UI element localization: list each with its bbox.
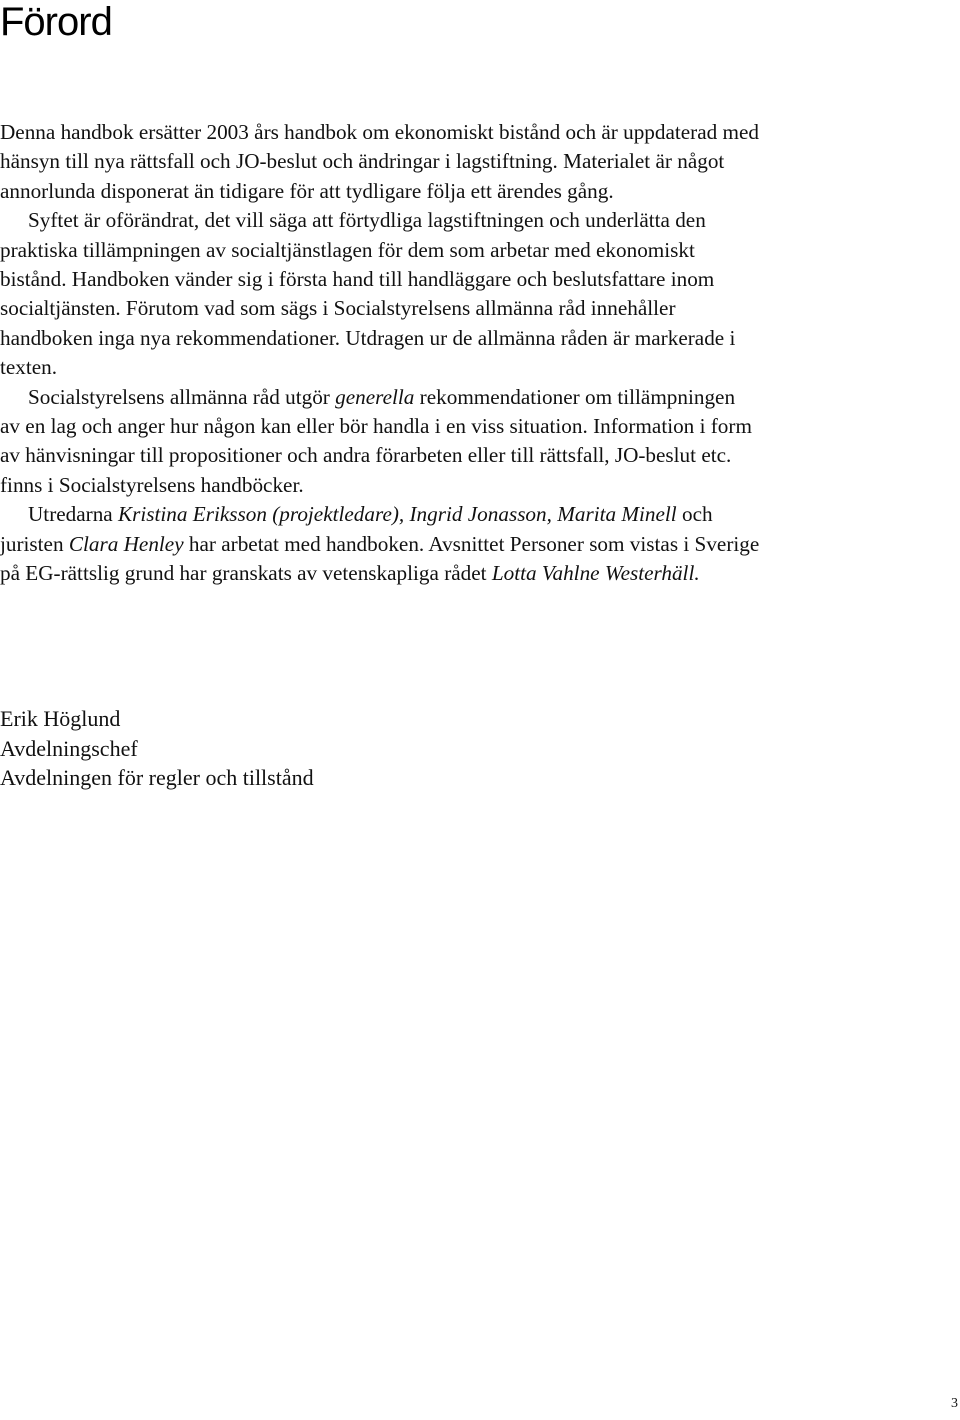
paragraph-purpose: Syftet är oförändrat, det vill säga att förtydliga lagstiftningen och underlätta den praktiska tillämpningen av socialtjänstlagen för dem som arbetar med ekonomiskt bistånd. Handboken vänder sig i första hand till handläggare och beslutsfattare inom socialtjänsten. Förutom vad som sägs i Socialstyrelsens allmänna råd innehåller handboken inga nya rekommendationer. Utdragen ur de allmänna råden är markerade i texten. [0, 208, 736, 380]
body-text [0, 118, 760, 589]
emphasis-text: generella [335, 384, 415, 409]
signature-block [0, 704, 314, 793]
signature-department: Avdelningen för regler och tillstånd [0, 765, 314, 790]
text-segment: Utredarna [28, 502, 118, 527]
paragraph-intro: Denna handbok ersätter 2003 års handbok om ekonomiskt bistånd och är uppdaterad med hänsyn till nya rättsfall och JO-beslut och ändringar i lagstiftning. Materialet är något annorlunda disponerat än tidigare för att tydligare följa ett ärendes gång. [0, 120, 760, 203]
page-title: Förord [0, 0, 112, 44]
council-member-name: Lotta Vahlne Westerhäll. [491, 561, 700, 586]
paragraph-authors [0, 500, 760, 588]
page-number: 3 [951, 1396, 958, 1411]
lawyer-name: Clara Henley [68, 531, 184, 556]
text-segment: rekommendationer om tillämpningen av en lag och anger hur någon kan eller bör handla i en viss situation. Information i form av hänvisningar till propositioner och andra förarbeten eller till rättsfall, JO-beslut etc. finns i Socialstyrelsens handböcker. [0, 384, 752, 497]
author-names: Kristina Eriksson (projektledare), Ingrid Jonasson, Marita Minell [118, 502, 677, 527]
text-segment: och juristen [0, 502, 713, 556]
paragraph-general-advice [0, 383, 760, 501]
signature-role: Avdelningschef [0, 735, 138, 761]
text-segment: Socialstyrelsens allmänna råd utgör [28, 384, 336, 409]
text-segment: har arbetat med handboken. Avsnittet Personer som vistas i Sverige på EG-rättslig grund har granskats av vetenskapliga rådet [0, 531, 760, 586]
signature-name: Erik Höglund [0, 706, 121, 731]
